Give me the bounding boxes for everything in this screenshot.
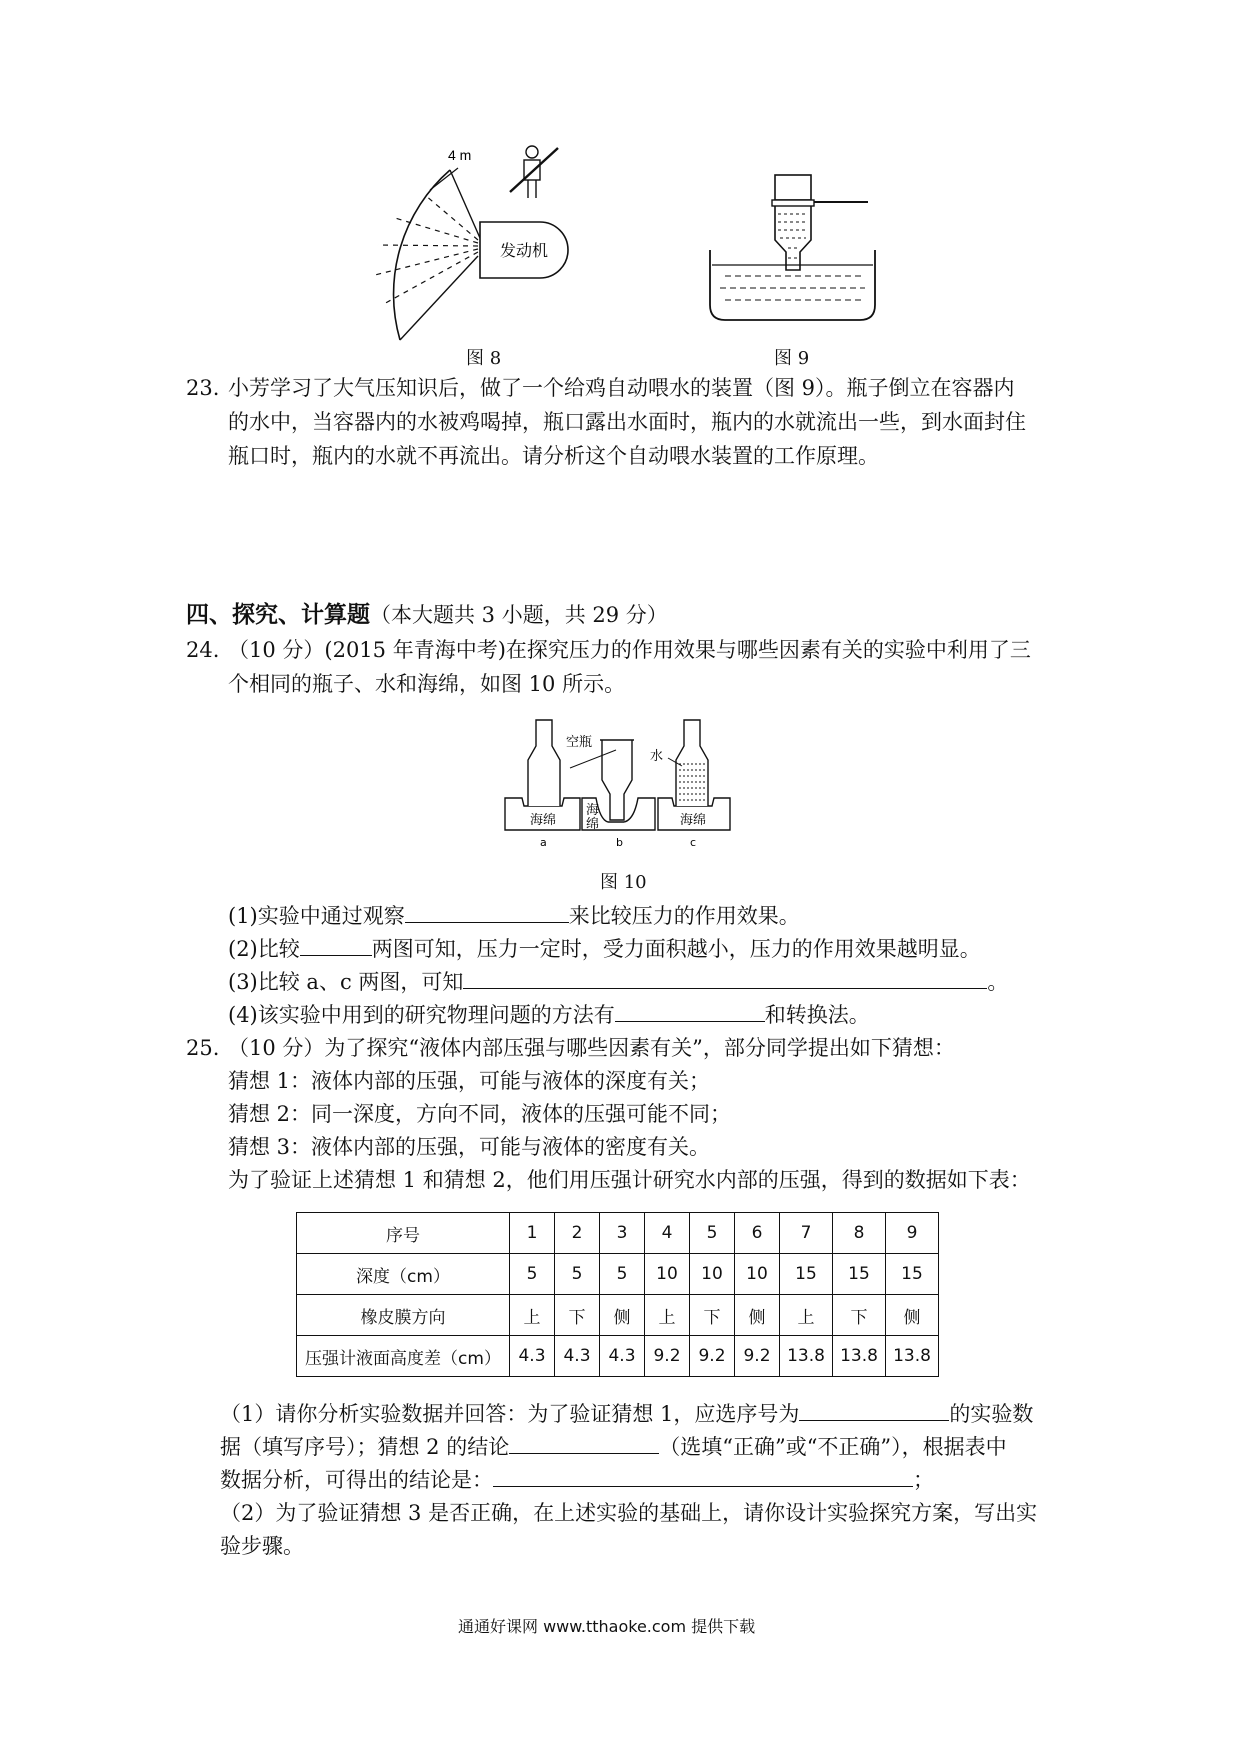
cell: 5	[690, 1213, 735, 1254]
q24-part-3	[228, 966, 1008, 998]
cell: 下	[690, 1295, 735, 1336]
answer-blank[interactable]	[615, 999, 765, 1022]
q25-answer-4: （2）为了验证猜想 3 是否正确，在上述实验的基础上，请你设计实验探究方案，写出实	[220, 1501, 1038, 1525]
answer-blank[interactable]	[300, 933, 372, 956]
figure-9-drawing	[700, 170, 880, 340]
q25-answer-3	[220, 1464, 934, 1496]
cell: 4.3	[555, 1336, 600, 1377]
q24-number: 24.	[186, 638, 220, 662]
q24-part-3-prefix: (3)比较 a、c 两图，可知	[228, 970, 464, 994]
cell: 15	[886, 1254, 939, 1295]
q24-part-1	[228, 900, 800, 932]
table-row	[297, 1213, 939, 1254]
q24-part-1-suffix: 来比较压力的作用效果。	[568, 904, 800, 928]
q25-answer-5: 验步骤。	[220, 1534, 304, 1558]
cell: 5	[555, 1254, 600, 1295]
cell: 7	[780, 1213, 833, 1254]
cell: 5	[510, 1254, 555, 1295]
q24-part-4-suffix: 和转换法。	[764, 1003, 870, 1027]
section-note: （本大题共 3 小题，共 29 分）	[370, 603, 668, 627]
q25-answer-1-prefix: （1）请你分析实验数据并回答：为了验证猜想 1，应选序号为	[220, 1402, 800, 1426]
figure-8-caption: 图 8	[466, 348, 502, 369]
cell: 2	[555, 1213, 600, 1254]
cell: 9	[886, 1213, 939, 1254]
cell: 4.3	[600, 1336, 645, 1377]
q25-line-1: （10 分）为了探究“液体内部压强与哪些因素有关”，部分同学提出如下猜想：	[228, 1036, 955, 1060]
q25-answer-2-suffix: （选填“正确”或“不正确”），根据表中	[659, 1435, 1007, 1459]
cell: 下	[555, 1295, 600, 1336]
table-row	[297, 1336, 939, 1377]
sponge-c-label: 海绵	[680, 813, 707, 828]
q23-line-2: 的水中，当容器内的水被鸡喝掉，瓶口露出水面时，瓶内的水就流出一些，到水面封住	[228, 410, 1026, 434]
cell: 9.2	[645, 1336, 690, 1377]
q23-number: 23.	[186, 376, 220, 400]
table-row	[297, 1254, 939, 1295]
answer-blank[interactable]	[463, 966, 987, 989]
figure-9-caption: 图 9	[774, 348, 810, 369]
figure-8	[350, 130, 590, 350]
data-table	[296, 1212, 939, 1377]
row-label: 深度（cm）	[297, 1254, 510, 1295]
q25-answer-3-prefix: 数据分析，可得出的结论是：	[220, 1468, 493, 1492]
q24-part-2-suffix: 两图可知，压力一定时，受力面积越小，压力的作用效果越明显。	[371, 937, 981, 961]
cell: 4.3	[510, 1336, 555, 1377]
cell: 下	[833, 1295, 886, 1336]
q25-answer-2	[220, 1431, 1007, 1463]
water-label: 水	[650, 749, 664, 764]
cell: 6	[735, 1213, 780, 1254]
person-prohibited-icon	[510, 146, 558, 198]
q23-line-3: 瓶口时，瓶内的水就不再流出。请分析这个自动喂水装置的工作原理。	[228, 444, 879, 468]
section-heading	[186, 599, 668, 631]
q24-part-2-prefix: (2)比较	[228, 937, 300, 961]
engine-label: 发动机	[500, 241, 549, 260]
cell: 9.2	[690, 1336, 735, 1377]
cell: 10	[735, 1254, 780, 1295]
answer-blank[interactable]	[799, 1398, 949, 1421]
label-a: a	[540, 836, 547, 849]
q24-line-2: 个相同的瓶子、水和海绵，如图 10 所示。	[228, 672, 626, 696]
cell: 侧	[600, 1295, 645, 1336]
cell: 上	[510, 1295, 555, 1336]
cell: 1	[510, 1213, 555, 1254]
guess-2: 猜想 2：同一深度，方向不同，液体的压强可能不同；	[228, 1102, 732, 1126]
row-label: 橡皮膜方向	[297, 1295, 510, 1336]
cell: 侧	[886, 1295, 939, 1336]
cell: 3	[600, 1213, 645, 1254]
distance-label: 4 m	[448, 147, 472, 163]
row-label: 压强计液面高度差（cm）	[297, 1336, 510, 1377]
empty-bottle-label: 空瓶	[566, 735, 593, 750]
row-label: 序号	[297, 1213, 510, 1254]
cell: 5	[600, 1254, 645, 1295]
figure-10-drawing	[500, 710, 740, 850]
q24-part-3-suffix: 。	[987, 970, 1009, 994]
figure-9	[700, 170, 880, 340]
answer-blank[interactable]	[509, 1431, 659, 1454]
q25-answer-1-suffix: 的实验数	[949, 1402, 1034, 1426]
cell: 侧	[735, 1295, 780, 1336]
figure-8-drawing	[350, 130, 590, 350]
q25-answer-3-suffix: ；	[913, 1468, 934, 1492]
sponge-b-label-top: 海	[586, 803, 600, 818]
cell: 4	[645, 1213, 690, 1254]
q24-part-1-prefix: (1)实验中通过观察	[228, 904, 405, 928]
q23-line-1: 小芳学习了大气压知识后，做了一个给鸡自动喂水的装置（图 9）。瓶子倒立在容器内	[228, 376, 1015, 400]
table-row	[297, 1295, 939, 1336]
q24-line-1: （10 分）(2015 年青海中考)在探究压力的作用效果与哪些因素有关的实验中利用了三	[228, 638, 1031, 662]
cell: 13.8	[780, 1336, 833, 1377]
guess-3: 猜想 3：液体内部的压强，可能与液体的密度有关。	[228, 1135, 711, 1159]
cell: 上	[780, 1295, 833, 1336]
q25-number: 25.	[186, 1036, 220, 1060]
q25-answer-1	[220, 1398, 1033, 1430]
answer-blank[interactable]	[405, 900, 569, 923]
page-footer: 通通好课网 www.tthaoke.com 提供下载	[458, 1617, 756, 1636]
cell: 13.8	[886, 1336, 939, 1377]
label-c: c	[690, 836, 697, 849]
sponge-b-label-bottom: 绵	[586, 817, 600, 832]
answer-blank[interactable]	[493, 1464, 913, 1487]
cell: 8	[833, 1213, 886, 1254]
q24-part-4-prefix: (4)该实验中用到的研究物理问题的方法有	[228, 1003, 615, 1027]
cell: 15	[780, 1254, 833, 1295]
cell: 9.2	[735, 1336, 780, 1377]
figure-10-caption: 图 10	[600, 872, 647, 893]
cell: 13.8	[833, 1336, 886, 1377]
guess-1: 猜想 1：液体内部的压强，可能与液体的深度有关；	[228, 1069, 711, 1093]
label-b: b	[616, 836, 623, 849]
cell: 上	[645, 1295, 690, 1336]
section-title: 四、探究、计算题	[186, 601, 370, 628]
q24-part-2	[228, 933, 981, 965]
cell: 15	[833, 1254, 886, 1295]
sponge-a-label: 海绵	[530, 813, 557, 828]
figure-10	[500, 710, 740, 850]
cell: 10	[645, 1254, 690, 1295]
q24-part-4	[228, 999, 870, 1031]
q25-intro: 为了验证上述猜想 1 和猜想 2，他们用压强计研究水内部的压强，得到的数据如下表：	[228, 1168, 1031, 1192]
cell: 10	[690, 1254, 735, 1295]
q25-answer-2-prefix: 据（填写序号）；猜想 2 的结论	[220, 1435, 510, 1459]
